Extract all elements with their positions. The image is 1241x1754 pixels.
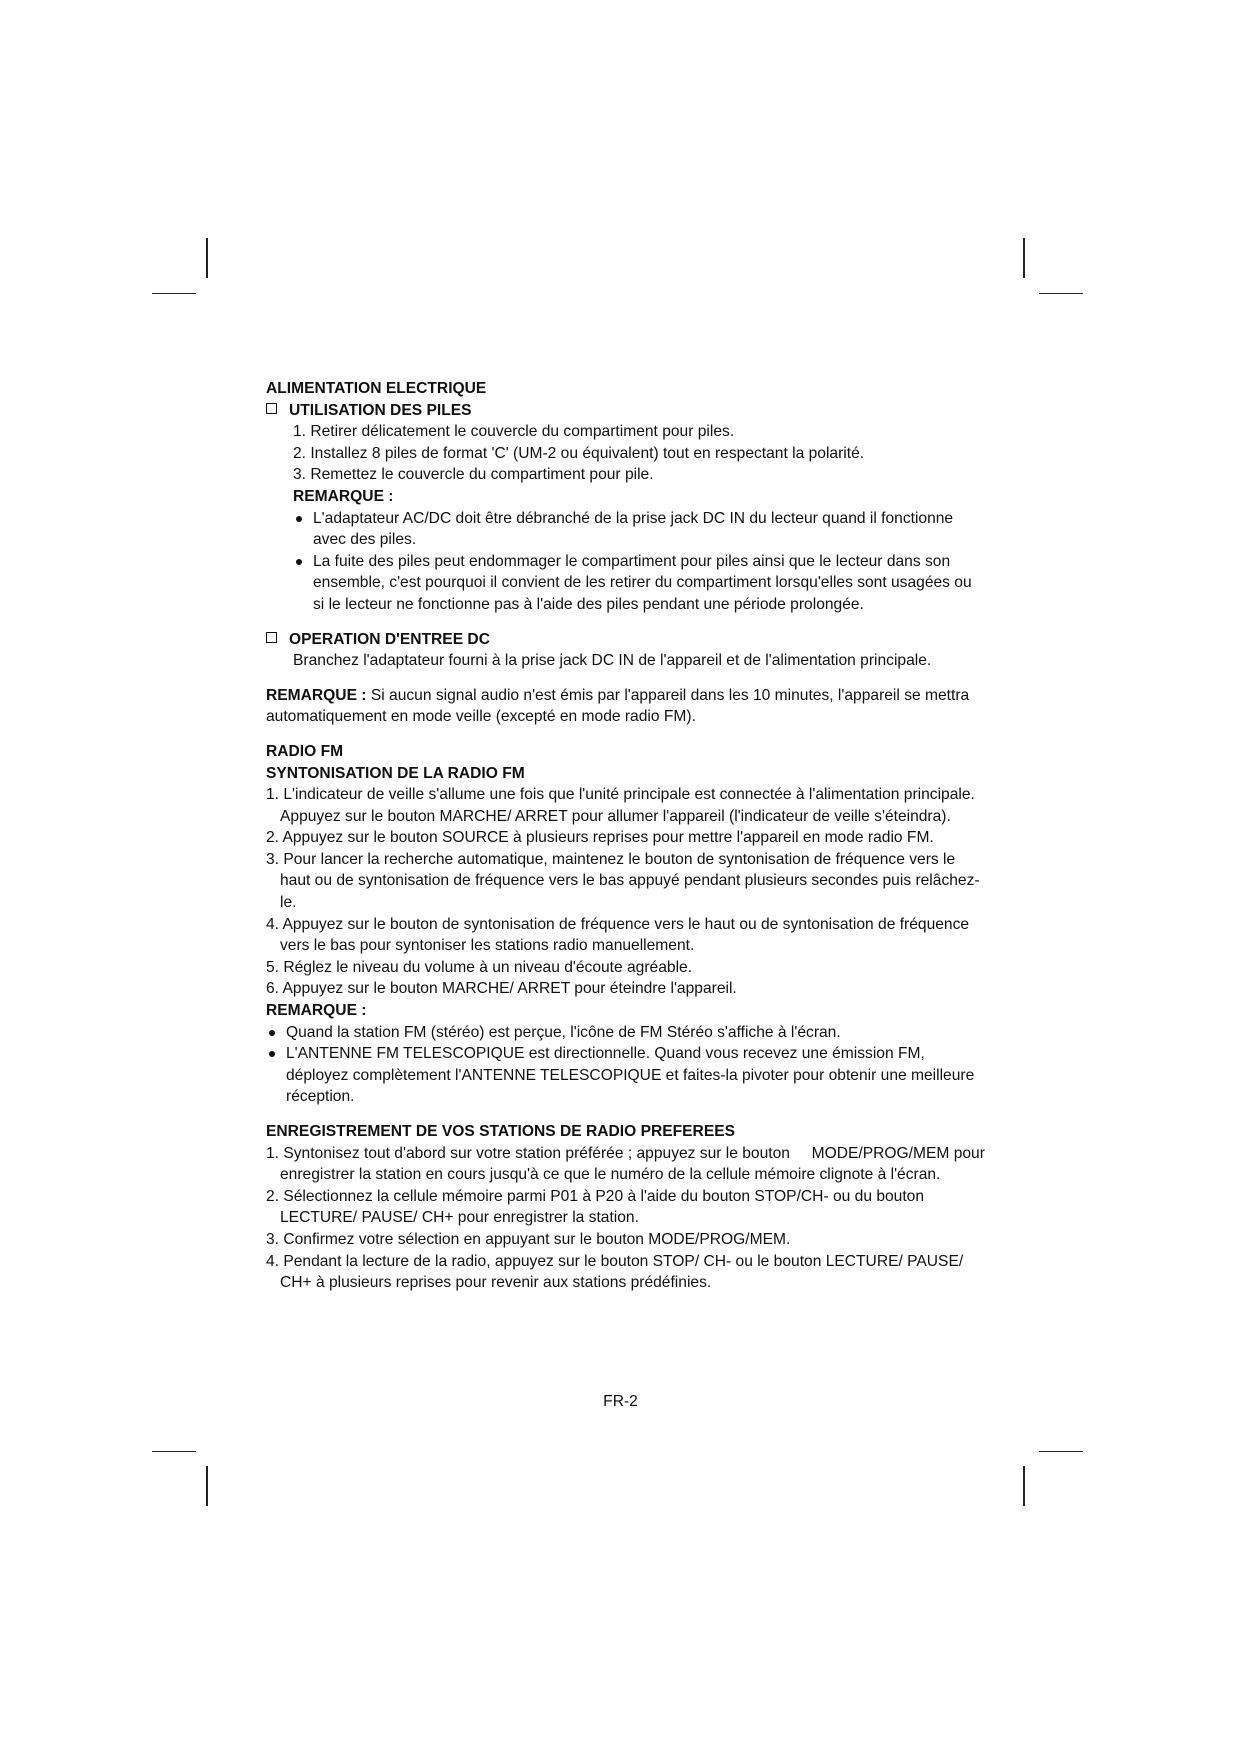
crop-mark [152, 1451, 196, 1452]
crop-mark [1039, 293, 1083, 294]
note-paragraph: REMARQUE : Si aucun signal audio n'est émis par l'appareil dans les 10 minutes, l'appareil se mettra automatiquement en mode veille (excepté en mode radio FM). [266, 686, 970, 726]
checkbox-square-icon [266, 403, 277, 414]
bullet-item: L'adaptateur AC/DC doit être débranché de la prise jack DC IN du lecteur quand il fonctionne avec des piles. [266, 508, 986, 551]
crop-mark [206, 238, 208, 278]
list-item: 3. Confirmez votre sélection en appuyant sur le bouton MODE/PROG/MEM. [266, 1230, 791, 1248]
list-item: 3. Pour lancer la recherche automatique, maintenez le bouton de syntonisation de fréquence vers le haut ou de syntonisation de fréquence vers le bas appuyé pendant plusieurs secondes puis relâchez-le. [266, 850, 980, 912]
list-item: 6. Appuyez sur le bouton MARCHE/ ARRET pour éteindre l'appareil. [266, 980, 737, 998]
page-number: FR-2 [603, 1393, 638, 1410]
bullet-item: L'ANTENNE FM TELESCOPIQUE est directionnelle. Quand vous recevez une émission FM, déployez complètement l'ANTENNE TELESCOPIQUE et faites-la pivoter pour obtenir une meilleure réception. [266, 1043, 986, 1108]
crop-mark [1023, 238, 1025, 278]
list-item: 5. Réglez le niveau du volume à un niveau d'écoute agréable. [266, 958, 693, 976]
list-item: 2. Sélectionnez la cellule mémoire parmi P01 à P20 à l'aide du bouton STOP/CH- ou du bouton LECTURE/ PAUSE/ CH+ pour enregistrer la station. [266, 1187, 925, 1227]
bullet-item: La fuite des piles peut endommager le compartiment pour piles ainsi que le lecteur dans son ensemble, c'est pourquoi il convient de les retirer du compartiment lorsqu'elles sont usagées ou si le lecteur ne fonctionne pas à l'aide des piles pendant une période prolongée. [266, 551, 986, 616]
bullet-icon [296, 559, 302, 565]
crop-mark [1023, 1466, 1025, 1506]
bullet-icon [269, 1030, 275, 1036]
list-item: 4. Pendant la lecture de la radio, appuyez sur le bouton STOP/ CH- ou le bouton LECTURE/ PAUSE/ CH+ à plusieurs reprises pour revenir aux stations prédéfinies. [266, 1252, 964, 1292]
list-item: 1. Retirer délicatement le couvercle du compartiment pour piles. [293, 423, 735, 441]
section-title: ENREGISTREMENT DE VOS STATIONS DE RADIO PREFEREES [266, 1123, 736, 1140]
note-label: REMARQUE : [266, 1002, 367, 1020]
subsection-title: SYNTONISATION DE LA RADIO FM [266, 764, 525, 782]
list-item: 2. Installez 8 piles de format 'C' (UM-2 ou équivalent) tout en respectant la polarité. [293, 444, 865, 462]
list-item: 3. Remettez le couvercle du compartiment pour pile. [293, 466, 654, 484]
list-item: 2. Appuyez sur le bouton SOURCE à plusieurs reprises pour mettre l'appareil en mode radio FM. [266, 829, 934, 847]
paragraph: Branchez l'adaptateur fourni à la prise jack DC IN de l'appareil et de l'alimentation principale. [293, 652, 932, 670]
crop-mark [206, 1466, 208, 1506]
crop-mark [152, 293, 196, 294]
subsection-title: UTILISATION DES PILES [266, 400, 986, 422]
note-label: REMARQUE : [293, 487, 394, 505]
bullet-item: Quand la station FM (stéréo) est perçue, l'icône de FM Stéréo s'affiche à l'écran. [266, 1022, 986, 1044]
checkbox-square-icon [266, 632, 277, 643]
subsection-title: OPERATION D'ENTREE DC [266, 629, 986, 651]
bullet-icon [296, 516, 302, 522]
crop-mark [1039, 1451, 1083, 1452]
list-item: 1. Syntonisez tout d'abord sur votre station préférée ; appuyez sur le bouton MODE/PROG/MEM pour enregistrer la station en cours jusqu'à ce que le numéro de la cellule mémoire clignote à l'écran. [266, 1144, 990, 1184]
list-item: 1. L'indicateur de veille s'allume une fois que l'unité principale est connectée à l'alimentation principale. Appuyez sur le bouton MARCHE/ ARRET pour allumer l'appareil (l'indicateur de veille s'éteindra). [266, 786, 975, 825]
list-item: 4. Appuyez sur le bouton de syntonisation de fréquence vers le haut ou de syntonisation de fréquence vers le bas pour syntoniser les stations radio manuellement. [266, 915, 970, 955]
page-content [266, 378, 990, 1294]
bullet-icon [269, 1051, 275, 1057]
section-title: ALIMENTATION ELECTRIQUE [266, 380, 487, 397]
section-title: RADIO FM [266, 742, 344, 760]
